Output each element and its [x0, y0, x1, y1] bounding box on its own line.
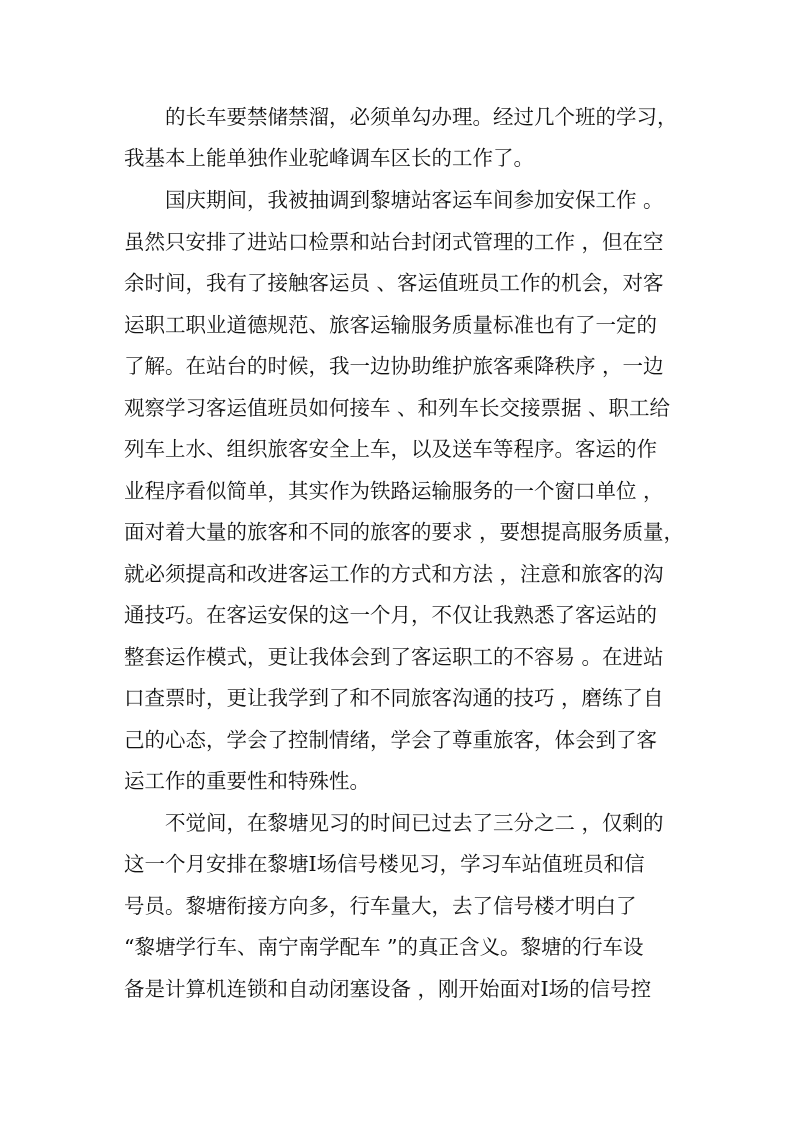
line-text: 不觉间，在黎塘见习的时间已过去了三分之二 ，仅剩的	[165, 811, 664, 835]
line-text: 虽然只安排了进站口检票和站台封闭式管理的工作 ，但在空	[124, 230, 664, 254]
text-line	[0, 930, 794, 964]
line-text: 整套运作模式，更让我体会到了客运职工的不容易 。在进站	[124, 645, 664, 669]
text-line	[0, 432, 794, 466]
text-line	[0, 474, 794, 508]
line-text: “黎塘学行车、南宁南学配车 ”的真正含义。黎塘的行车设	[124, 935, 644, 959]
line-text: 通技巧。在客运安保的这一个月，不仅让我熟悉了客运站的	[124, 603, 657, 627]
text-line	[0, 681, 794, 715]
line-text: 的长车要禁储禁溜，必须单勾办理。经过几个班的学习，	[165, 105, 678, 129]
line-text: 面对着大量的旅客和不同的旅客的要求 ，要想提高服务质量，	[124, 520, 685, 544]
line-text: 口查票时，更让我学到了和不同旅客沟通的技巧 ，磨练了自	[124, 686, 664, 710]
text-line	[0, 515, 794, 549]
text-line	[0, 141, 794, 175]
text-line	[0, 723, 794, 757]
paragraph-first-line	[0, 183, 794, 217]
text-line	[0, 225, 794, 259]
text-line	[0, 391, 794, 425]
text-line	[0, 308, 794, 342]
line-text: 运职工职业道德规范、旅客运输服务质量标准也有了一定的	[124, 313, 657, 337]
text-line	[0, 847, 794, 881]
line-text: 己的心态，学会了控制情绪，学会了尊重旅客，体会到了客	[124, 728, 657, 752]
line-text: 就必须提高和改进客运工作的方式和方法 ，注意和旅客的沟	[124, 562, 664, 586]
line-text: 号员。黎塘衔接方向多，行车量大，去了信号楼才明白了	[124, 894, 637, 918]
line-text: 运工作的重要性和特殊性。	[124, 769, 370, 793]
line-text: 备是计算机连锁和自动闭塞设备 ，刚开始面对Ⅰ场的信号控	[124, 977, 652, 1001]
text-line	[0, 972, 794, 1006]
line-text: 这一个月安排在黎塘Ⅰ场信号楼见习，学习车站值班员和信	[124, 852, 645, 876]
text-line	[0, 557, 794, 591]
text-line	[0, 266, 794, 300]
text-line	[0, 598, 794, 632]
line-text: 余时间，我有了接触客运员 、客运值班员工作的机会，对客	[124, 271, 664, 295]
line-text: 我基本上能单独作业驼峰调车区长的工作了。	[124, 146, 534, 170]
text-line	[0, 100, 794, 134]
text-line	[0, 889, 794, 923]
line-text: 列车上水、组织旅客安全上车，以及送车等程序。客运的作	[124, 437, 657, 461]
line-text: 业程序看似简单，其实作为铁路运输服务的一个窗口单位 ，	[124, 479, 664, 503]
paragraph-first-line	[0, 806, 794, 840]
line-text: 观察学习客运值班员如何接车 、和列车长交接票据 、职工给	[124, 396, 671, 420]
text-line	[0, 349, 794, 383]
line-text: 国庆期间，我被抽调到黎塘站客运车间参加安保工作 。	[165, 188, 664, 212]
line-text: 了解。在站台的时候，我一边协助维护旅客乘降秩序 ，一边	[124, 354, 664, 378]
text-line	[0, 764, 794, 798]
text-line	[0, 640, 794, 674]
